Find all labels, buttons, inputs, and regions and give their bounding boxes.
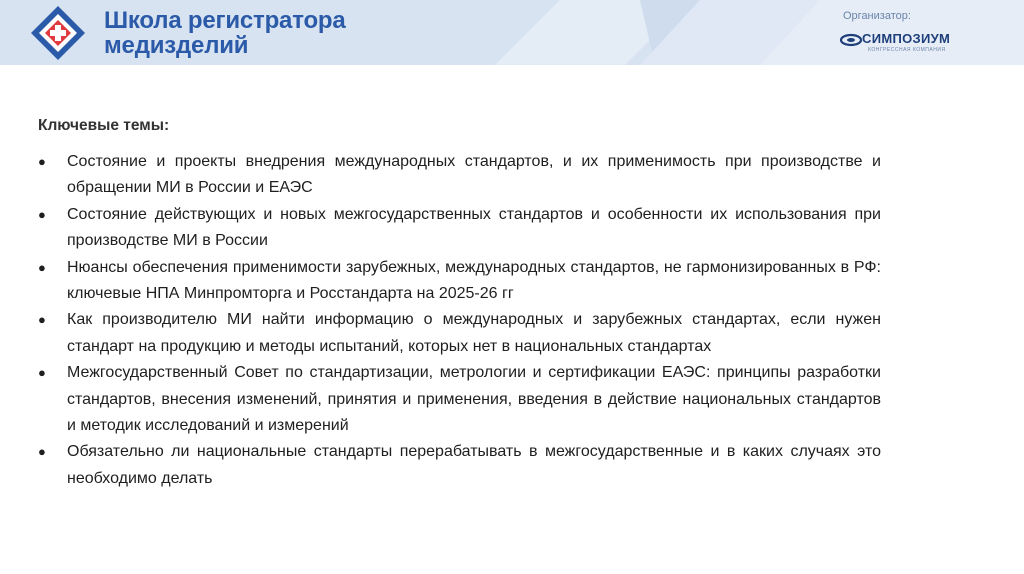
topic-text: Как производителю МИ найти информацию о международных и зарубежных стандартах, если нужен стандарт на продукцию и методы испытаний, которых нет в национальных стандартах [67,311,881,355]
topic-text: Состояние и проекты внедрения международных стандартов, и их применимость при производстве и обращении МИ в России и ЕАЭС [67,153,881,197]
list-item [38,307,881,360]
logo-icon [30,5,86,61]
section-title: Ключевые темы: [38,117,170,134]
bullet-icon: ● [38,206,46,222]
school-title-line1: Школа регистратора [104,7,346,34]
main-content [38,117,881,492]
topic-text: Обязательно ли национальные стандарты перерабатывать в межгосударственные и в каких случаях это необходимо делать [67,443,881,487]
organizer-subtitle: КОНГРЕССНАЯ КОМПАНИЯ [868,47,946,53]
organizer-name: СИМПОЗИУМ [862,31,951,46]
bullet-icon: ● [38,365,46,381]
list-item [38,149,881,202]
list-item [38,255,881,308]
bullet-icon: ● [38,444,46,460]
topic-text: Состояние действующих и новых межгосударственных стандартов и особенности их использования при производстве МИ в России [67,205,881,250]
bullet-icon: ● [38,259,46,275]
bullet-icon: ● [38,154,46,169]
topic-text: Нюансы обеспечения применимости зарубежных, международных стандартов, не гармонизированных в РФ: ключевые НПА Минпромторга и Росстандарта на 2025-26 гг [67,258,881,303]
organizer-label: Организатор: [843,10,911,22]
header-banner [0,0,1024,65]
topic-text: Межгосударственный Совет по стандартизации, метрологии и сертификации ЕАЭС: принципы разработки стандартов, внесения изменений, принятия и применения, введения в действие национальных стандартов и методик исследований и измерений [67,364,881,435]
list-item [38,360,881,439]
list-item [38,202,881,255]
list-item [38,439,881,492]
school-title [104,8,346,58]
bullet-icon: ● [38,312,46,328]
topics-list [38,149,881,492]
school-title-line2: медизделий [104,32,249,59]
